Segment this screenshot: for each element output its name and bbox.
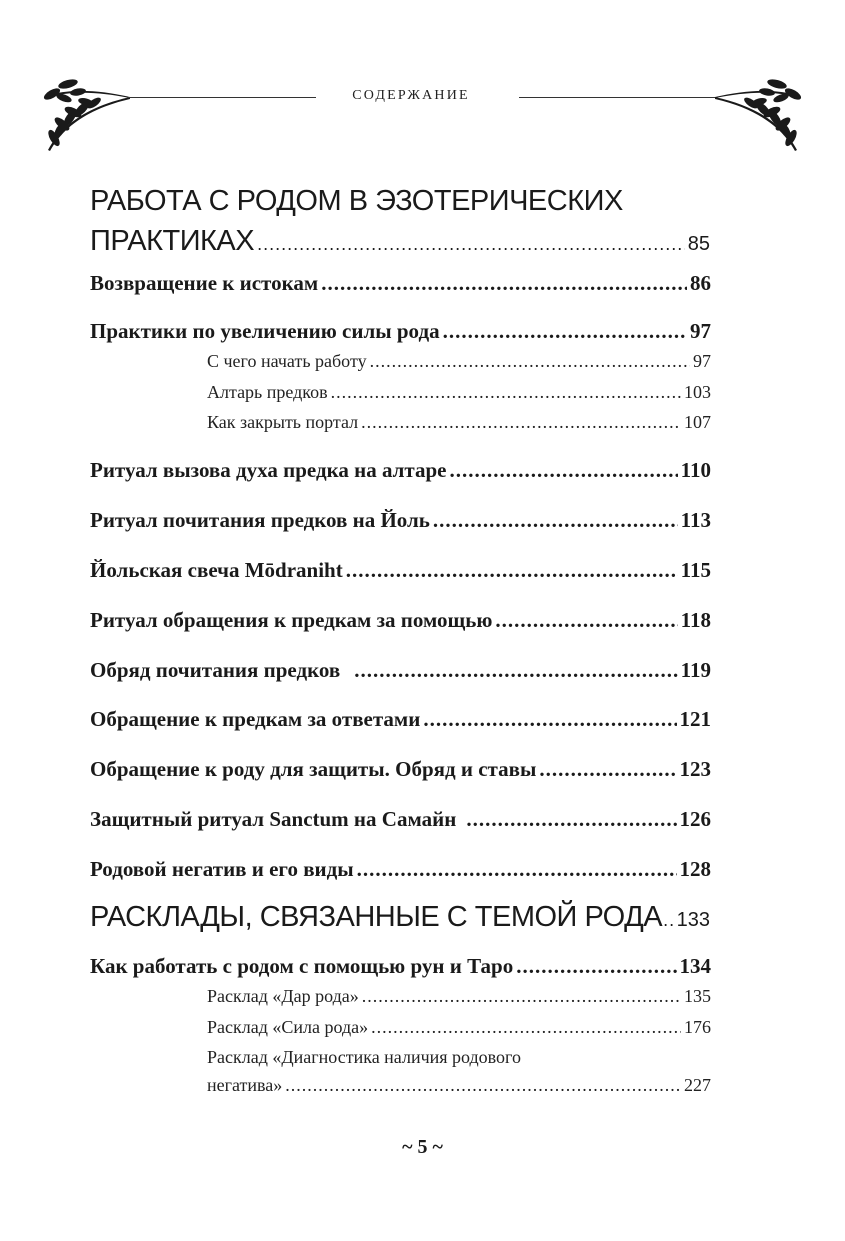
toc-entry (90, 805, 711, 833)
section-title: РАБОТА С РОДОМ В ЭЗОТЕРИЧЕСКИХ (90, 185, 623, 217)
page-number: 97 (690, 319, 711, 343)
leader-dots (321, 269, 687, 297)
section-title (90, 898, 710, 939)
toc-entry (90, 456, 711, 484)
page-number: 86 (690, 271, 711, 295)
leader-dots (663, 901, 676, 939)
toc-subentry (207, 410, 711, 434)
page-number: 103 (684, 382, 711, 402)
entry-text: Обращение к предкам за ответами (90, 707, 421, 731)
leader-dots (346, 556, 678, 584)
entry-text: С чего начать работу (207, 351, 367, 371)
leader-dots (423, 705, 676, 733)
entry-text: Обращение к роду для защиты. Обряд и ставы (90, 757, 537, 781)
toc-entry (90, 952, 711, 980)
page-header (40, 72, 805, 152)
page-number: 123 (679, 757, 711, 781)
page-number: 85 (687, 233, 710, 255)
section-title-continued (90, 222, 710, 263)
leader-dots (450, 456, 678, 484)
page-number: 128 (679, 857, 711, 881)
page-number: 134 (679, 954, 711, 978)
entry-text: Расклад «Сила рода» (207, 1017, 369, 1037)
page-footer-number: ~ 5 ~ (402, 1136, 443, 1158)
leader-dots (357, 855, 677, 883)
header-rule-left (128, 97, 316, 98)
page-number: 119 (680, 658, 711, 682)
page-number: 115 (680, 558, 711, 582)
leader-dots (433, 506, 678, 534)
leader-dots (362, 984, 681, 1008)
page-number: 121 (679, 707, 711, 731)
page-number: 227 (684, 1075, 711, 1095)
leader-dots (331, 380, 681, 404)
entry-text: Расклад «Дар рода» (207, 986, 359, 1006)
entry-text: Расклад «Диагностика наличия родового (207, 1047, 521, 1067)
entry-text: Как работать с родом с помощью рун и Таро (90, 954, 514, 978)
page-number: 126 (679, 807, 711, 831)
leader-dots (354, 656, 677, 684)
section-title-text: РАСКЛАДЫ, СВЯЗАННЫЕ С ТЕМОЙ РОДА (90, 901, 663, 933)
toc-entry (90, 755, 711, 783)
toc-subentry (207, 349, 711, 373)
leader-dots (370, 349, 690, 373)
entry-text: Алтарь предков (207, 382, 328, 402)
toc-entry (90, 855, 711, 883)
entry-text: Ритуал обращения к предкам за помощью (90, 608, 493, 632)
toc-entry (90, 705, 711, 733)
leader-dots (257, 225, 685, 263)
page-number: 176 (684, 1017, 711, 1037)
page-number: 110 (680, 458, 711, 482)
toc-entry (90, 656, 711, 684)
leader-dots (443, 317, 687, 345)
header-rule-right (519, 97, 717, 98)
section-title-text: ПРАКТИКАХ (90, 225, 255, 257)
wheat-branch-icon (40, 72, 130, 152)
leader-dots (516, 952, 676, 980)
page-number: 133 (676, 909, 710, 931)
toc-subentry (207, 1045, 711, 1097)
toc-entry (90, 269, 711, 297)
toc-entry (90, 606, 711, 634)
entry-text: Родовой негатив и его виды (90, 857, 354, 881)
toc-entry (90, 317, 711, 345)
leader-dots (539, 755, 676, 783)
entry-text: Ритуал вызова духа предка на алтаре (90, 458, 447, 482)
entry-text: Ритуал почитания предков на Йоль (90, 508, 430, 532)
toc-subentry (207, 1015, 711, 1039)
entry-text: Обряд почитания предков (90, 658, 341, 682)
page-number: 135 (684, 986, 711, 1006)
entry-text: Практики по увеличению силы рода (90, 319, 440, 343)
leader-dots (361, 410, 681, 434)
leader-dots (495, 606, 677, 634)
entry-text: негатива» (207, 1075, 283, 1095)
page-number: 118 (680, 608, 711, 632)
page-number: 113 (680, 508, 711, 532)
leader-dots (466, 805, 676, 833)
leader-dots (285, 1073, 681, 1097)
wheat-branch-icon (715, 72, 805, 152)
entry-text: Йольская свеча Mōdraniht (90, 558, 343, 582)
toc-entry (90, 556, 711, 584)
entry-text: Как закрыть портал (207, 412, 359, 432)
page-number: 107 (684, 412, 711, 432)
toc-entry (90, 506, 711, 534)
toc-subentry (207, 380, 711, 404)
header-title: СОДЕРЖАНИЕ (352, 88, 470, 103)
page-number: 97 (693, 351, 711, 371)
toc-subentry (207, 984, 711, 1008)
entry-text: Защитный ритуал Sanctum на Самайн (90, 807, 457, 831)
entry-continuation (207, 1073, 711, 1097)
leader-dots (371, 1015, 681, 1039)
entry-text: Возвращение к истокам (90, 271, 319, 295)
